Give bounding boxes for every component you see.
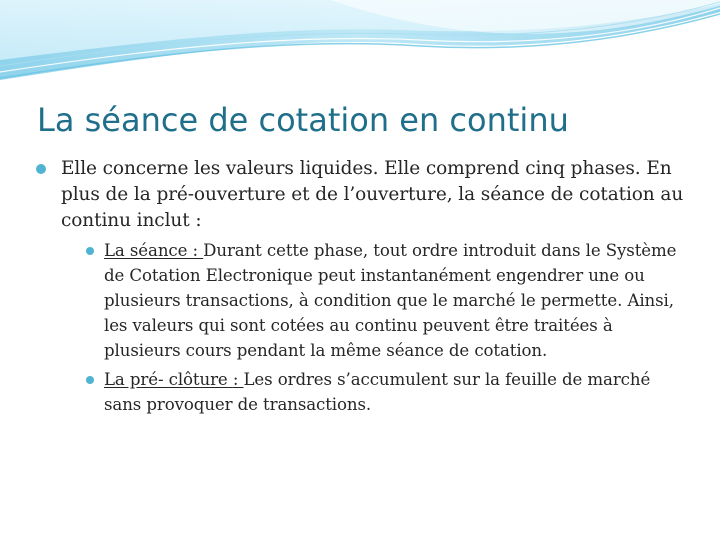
bullet-dot-icon bbox=[86, 376, 94, 384]
bullet-dot-icon bbox=[36, 164, 46, 174]
definition-text: Les ordres s’accumulent sur la feuille de marché sans provoquer de transactions. bbox=[104, 370, 651, 414]
definition-text: Durant cette phase, tout ordre introduit dans le Système de Cotation Electronique peut instantanément engendrer une ou plusieurs transactions, à condition que le marché le permette. Ainsi, les valeurs qui sont cotées au continu peuvent être traitées à plusieurs cours pendant la même séance de cotation. bbox=[104, 241, 677, 360]
sub-bullet-item-pre-cloture bbox=[86, 367, 686, 417]
bullet-item-intro bbox=[36, 156, 686, 234]
intro-text: Elle concerne les valeurs liquides. Elle comprend cinq phases. En plus de la pré-ouverture et de l’ouverture, la séance de cotation au continu inclut : bbox=[61, 158, 684, 231]
decorative-wave-banner bbox=[0, 0, 720, 90]
sub-bullet-list bbox=[36, 238, 686, 417]
sub-bullet-item-seance bbox=[86, 238, 686, 363]
slide-body bbox=[36, 156, 686, 421]
term-la-pre-cloture: La pré- clôture : bbox=[104, 370, 244, 389]
slide-title: La séance de cotation en continu bbox=[37, 101, 569, 139]
term-la-seance: La séance : bbox=[104, 241, 204, 260]
bullet-dot-icon bbox=[86, 247, 94, 255]
